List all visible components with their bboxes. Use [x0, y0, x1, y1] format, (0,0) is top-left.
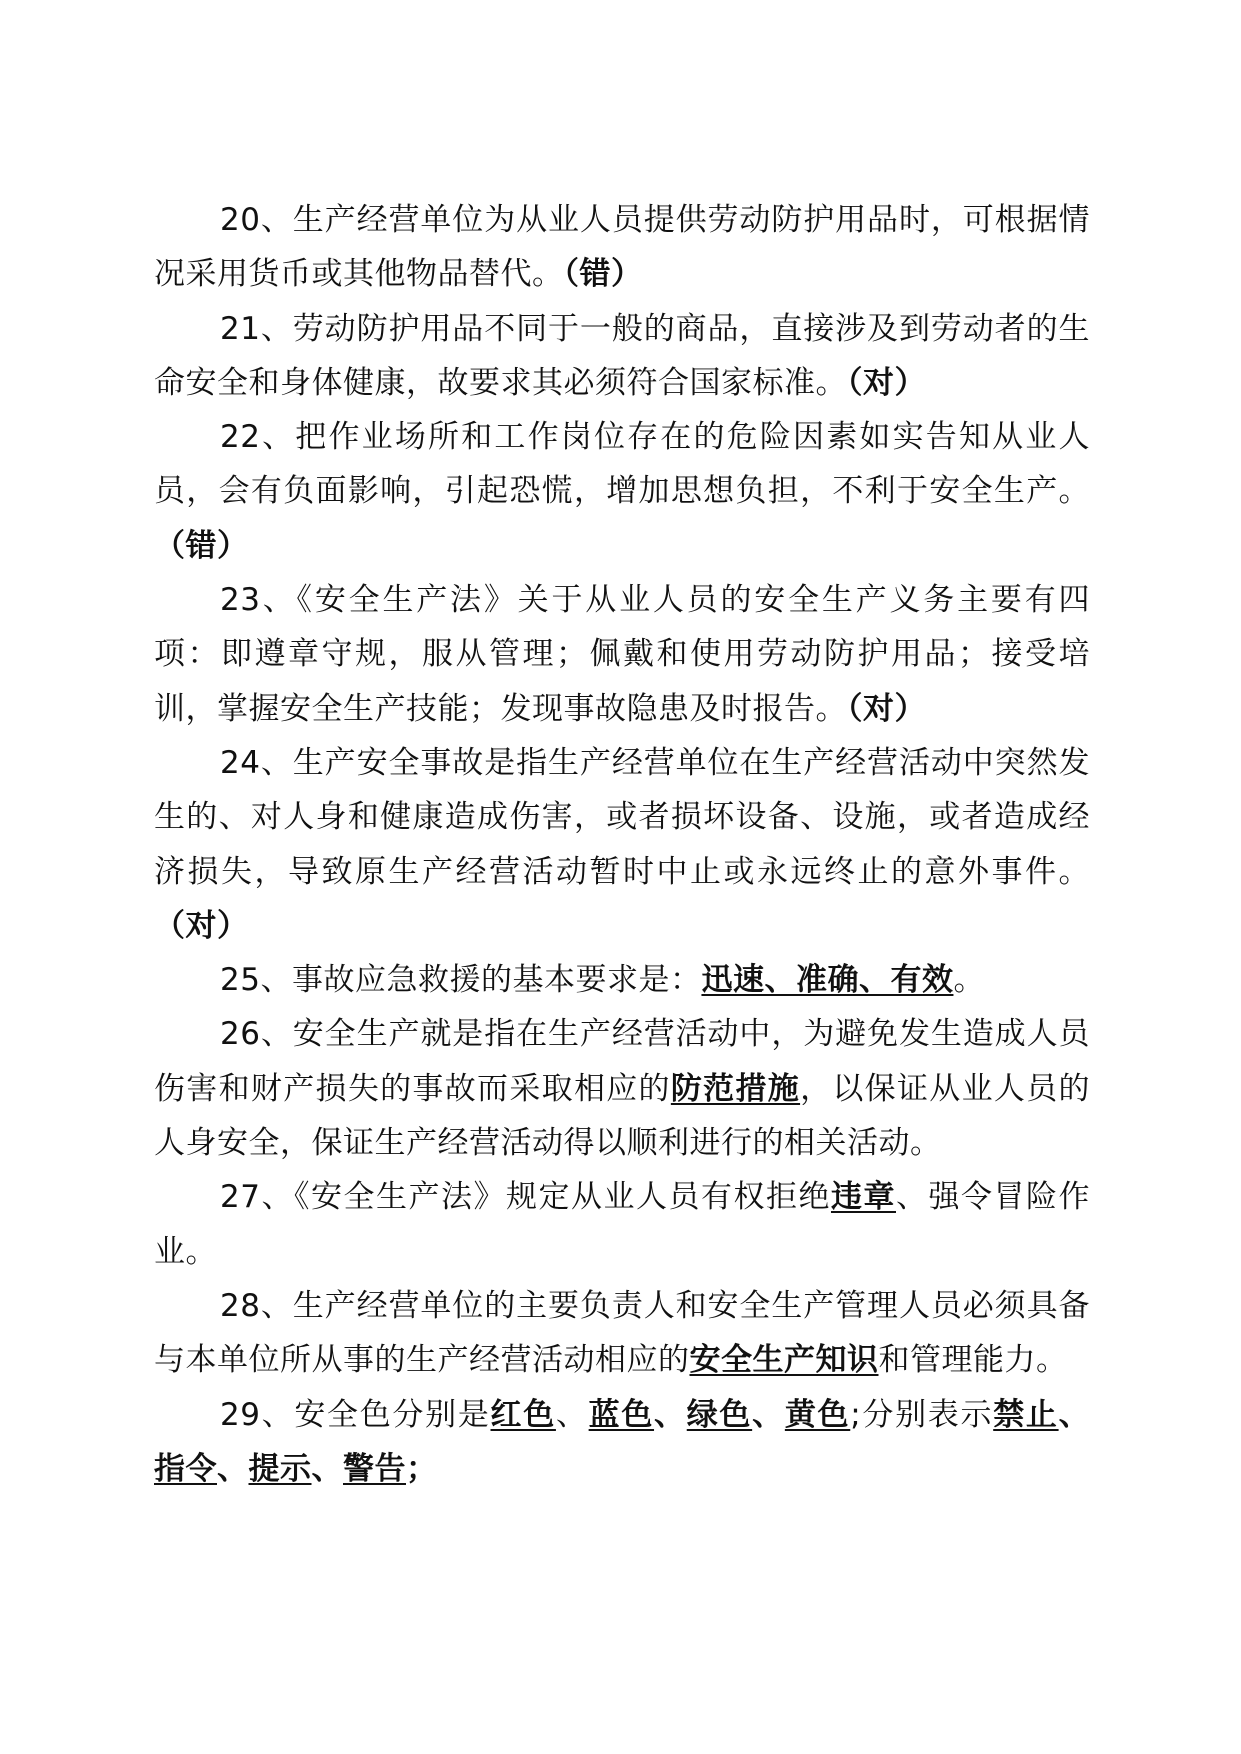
question-text: 25、事故应急救援的基本要求是：	[220, 962, 702, 999]
question-26	[154, 1007, 1090, 1170]
separator: 、	[1058, 1396, 1091, 1433]
answer-fill: 防范措施	[670, 1070, 801, 1107]
answer-mark: （错）	[154, 527, 249, 564]
answer-fill: 迅速、准确、有效	[701, 962, 954, 999]
question-text: 20、生产经营单位为从业人员提供劳动防护用品时，可根据情况采用货币或其他物品替代。	[154, 202, 1090, 293]
question-29	[154, 1388, 1090, 1497]
answer-mark: （对）	[847, 364, 926, 401]
question-20	[154, 193, 1090, 302]
answer-fill: 黄色	[784, 1396, 851, 1433]
question-text: 和管理能力。	[878, 1342, 1068, 1379]
answer-fill: 提示	[248, 1450, 312, 1487]
answer-mark: （对）	[847, 690, 926, 727]
question-text: 24、生产安全事故是指生产经营单位在生产经营活动中突然发生的、对人身和健康造成伤害，或者损坏设备、设施，或者造成经济损失，导致原生产经营活动暂时中止或永远终止的意外事件。	[154, 744, 1090, 890]
question-text: 28、生产经营单位的主要负责人和安全生产管理人员必须具备与本单位所从事的生产经营活动相应的	[154, 1287, 1090, 1379]
question-27	[154, 1170, 1090, 1279]
answer-fill: 蓝色	[588, 1396, 655, 1433]
question-text: ;分别表示	[850, 1396, 994, 1433]
separator: 、	[555, 1396, 589, 1433]
question-text: 21、劳动防护用品不同于一般的商品，直接涉及到劳动者的生命安全和身体健康，故要求其必须符合国家标准。	[154, 310, 1090, 401]
question-text: 29、安全色分别是	[220, 1396, 491, 1433]
separator: 、	[311, 1450, 343, 1487]
answer-fill: 禁止	[993, 1396, 1059, 1433]
question-text: 22、把作业场所和工作岗位存在的危险因素如实告知从业人员，会有负面影响，引起恐慌，增加思想负担，不利于安全生产。	[154, 419, 1090, 510]
separator: 、	[654, 1396, 687, 1433]
answer-mark: （错）	[563, 256, 643, 293]
question-text: 27、《安全生产法》规定从业人员有权拒绝	[220, 1179, 831, 1216]
answer-fill: 违章	[830, 1179, 896, 1216]
question-22	[154, 410, 1090, 573]
answer-fill: 指令	[154, 1450, 217, 1487]
question-text: 、强令冒险作业。	[154, 1179, 1091, 1270]
question-23	[154, 573, 1090, 736]
answer-fill: 绿色	[686, 1396, 753, 1433]
answer-mark: （对）	[154, 907, 249, 944]
answer-fill: 警告	[343, 1450, 406, 1487]
question-28	[154, 1279, 1090, 1388]
question-text: 26、安全生产就是指在生产经营活动中，为避免发生造成人员伤害和财产损失的事故而采取相应的	[154, 1016, 1090, 1107]
separator: 、	[217, 1450, 249, 1487]
document-page	[154, 193, 1090, 1496]
answer-fill: 安全生产知识	[689, 1342, 879, 1379]
question-text: ，以保证从业人员的人身安全，保证生产经营活动得以顺利进行的相关活动。	[154, 1070, 1091, 1162]
separator: 、	[752, 1396, 785, 1433]
question-21	[154, 302, 1090, 411]
question-25	[154, 953, 1090, 1007]
answer-fill: 红色	[490, 1396, 556, 1433]
question-text: 23、《安全生产法》关于从业人员的安全生产义务主要有四项：即遵章守规，服从管理；佩戴和使用劳动防护用品；接受培训，掌握安全生产技能；发现事故隐患及时报告。	[154, 582, 1090, 727]
separator: ；	[406, 1450, 438, 1487]
question-24	[154, 736, 1090, 953]
question-text: 。	[953, 962, 985, 999]
